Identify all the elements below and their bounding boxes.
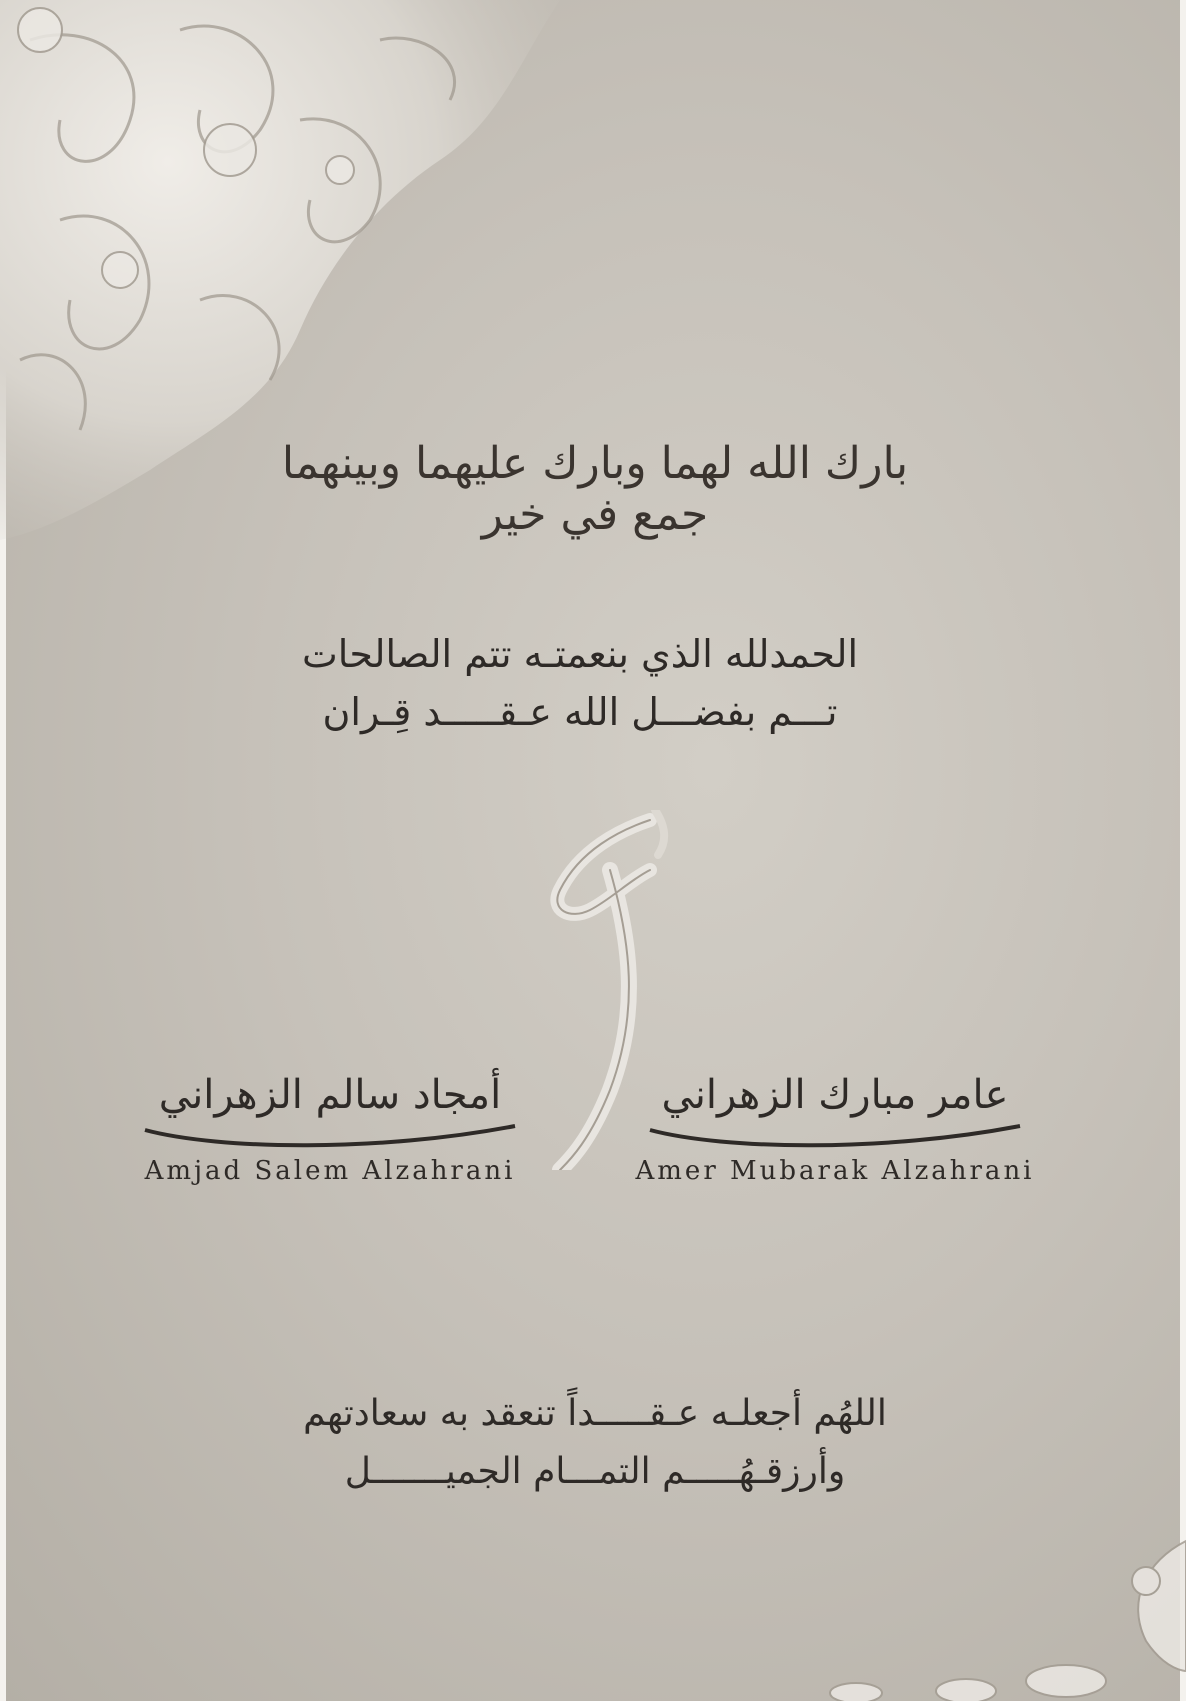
intro-text <box>280 625 880 741</box>
prayer-line-1: اللهُم أجعلـه عـقـــــداً تنعقد به سعادتهم <box>303 1393 887 1434</box>
bride-name-english: Amjad Salem Alzahrani <box>144 1156 516 1186</box>
groom-name-block <box>625 1070 1045 1186</box>
floral-ornament-bottom-right <box>766 1521 1186 1701</box>
groom-name-arabic: عامر مبارك الزهراني <box>661 1072 1009 1118</box>
bride-name-arabic: أمجاد سالم الزهراني <box>158 1072 502 1118</box>
bride-name-block <box>120 1070 540 1186</box>
bride-name-swash <box>140 1120 520 1150</box>
groom-name-swash <box>645 1120 1025 1150</box>
prayer-line-2: وأرزقـهُـــــم التمـــام الجميـــــــل <box>344 1451 846 1492</box>
blessing-calligraphy: بارك الله لهما وبارك عليهما وبينهما جمع في خير <box>281 438 909 540</box>
card-edge-right <box>1180 0 1186 1701</box>
groom-name-english: Amer Mubarak Alzahrani <box>635 1156 1035 1186</box>
intro-line-2: تـــم بفضـــل الله عـقـــــد قِـران <box>322 690 838 734</box>
intro-line-1: الحمدلله الذي بنعمتـه تتم الصالحات <box>301 632 859 676</box>
prayer-text <box>270 1385 920 1501</box>
